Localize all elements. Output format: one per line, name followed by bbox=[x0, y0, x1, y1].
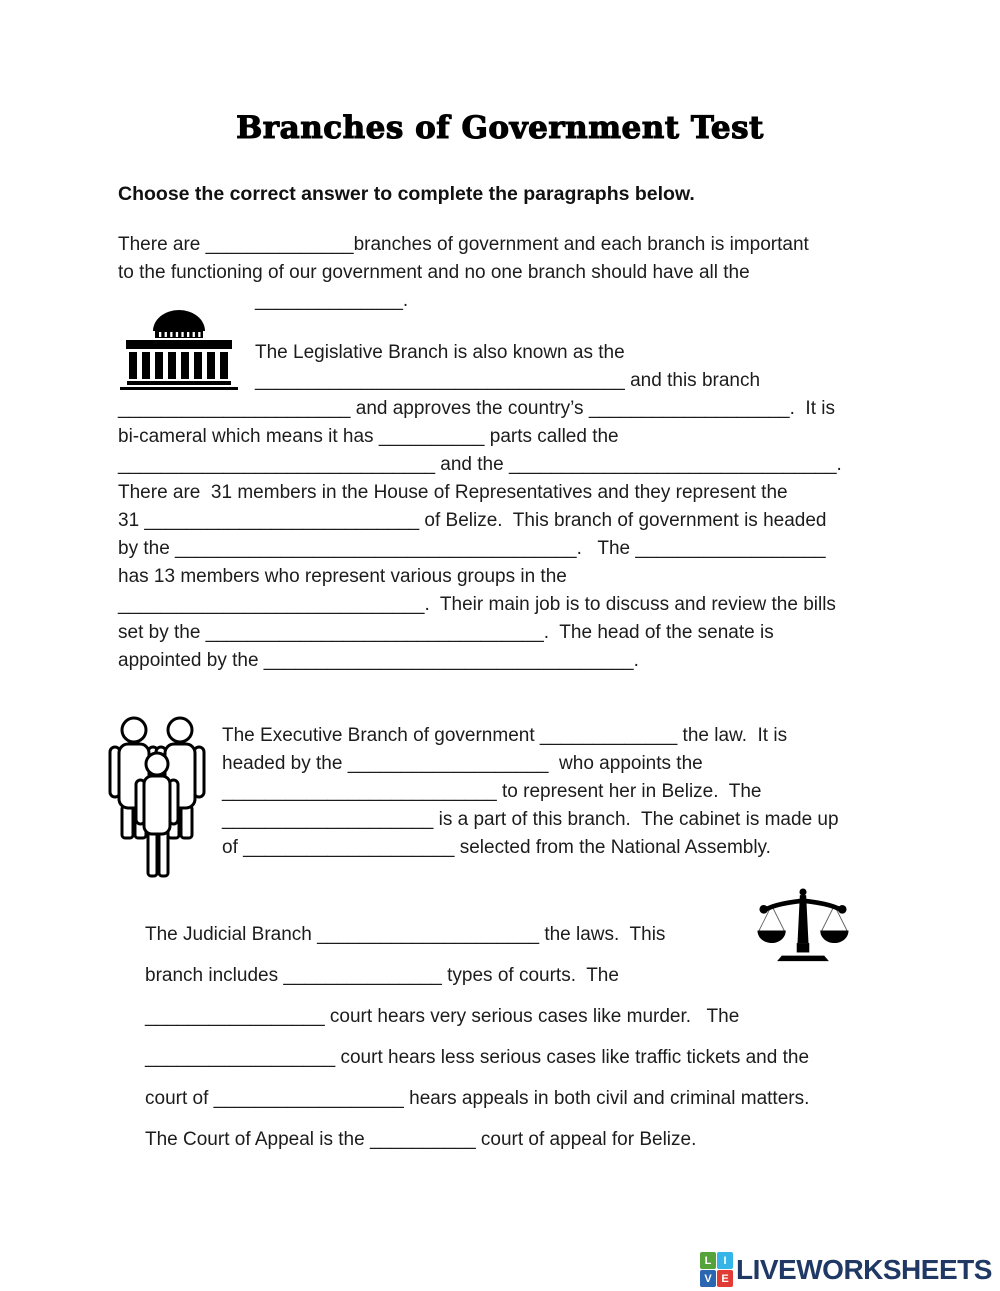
paragraph-line-blank[interactable]: __________________ court hears less serious cases like traffic tickets and the bbox=[145, 1047, 810, 1068]
paragraph-line-blank[interactable]: The Judicial Branch _____________________ the laws. This bbox=[145, 924, 666, 945]
paragraph-line: The Legislative Branch is also known as the bbox=[255, 342, 625, 363]
logo-square-v: V bbox=[700, 1270, 716, 1287]
judicial-paragraph bbox=[145, 914, 809, 1160]
logo-square-e: E bbox=[717, 1270, 733, 1287]
paragraph-line-blank[interactable]: ____________________ is a part of this branch. The cabinet is made up bbox=[222, 809, 839, 830]
paragraph-line-blank[interactable]: by the ______________________________________. The __________________ bbox=[118, 538, 826, 559]
paragraph-line-blank[interactable]: 31 __________________________ of Belize. This branch of government is headed bbox=[118, 510, 827, 531]
paragraph-line-blank[interactable]: set by the ________________________________. The head of the senate is bbox=[118, 622, 774, 643]
paragraph-line: has 13 members who represent various groups in the bbox=[118, 566, 567, 587]
paragraph-line-blank[interactable]: branch includes _______________ types of courts. The bbox=[145, 965, 619, 986]
paragraph-line-blank[interactable]: ___________________________________ and this branch bbox=[255, 370, 761, 391]
liveworksheets-logo bbox=[700, 1252, 992, 1287]
paragraph-line-blank[interactable]: of ____________________ selected from the National Assembly. bbox=[222, 837, 771, 858]
paragraph-line: to the functioning of our government and no one branch should have all the bbox=[118, 262, 750, 283]
paragraph-line-blank[interactable]: _________________ court hears very serious cases like murder. The bbox=[145, 1006, 740, 1027]
logo-square-i: I bbox=[717, 1252, 733, 1269]
intro-paragraph bbox=[118, 231, 809, 315]
paragraph-line-blank[interactable]: ______________________________ and the _______________________________. bbox=[118, 454, 842, 475]
instruction-text: Choose the correct answer to complete the paragraphs below. bbox=[118, 183, 695, 205]
executive-paragraph bbox=[222, 722, 839, 862]
logo-square-l: L bbox=[700, 1252, 716, 1269]
brand-name: LIVEWORKSHEETS bbox=[736, 1254, 992, 1285]
logo-squares-icon bbox=[700, 1252, 733, 1287]
paragraph-line-blank[interactable]: ______________________ and approves the country’s ___________________. It is bbox=[118, 398, 835, 419]
paragraph-line-blank[interactable]: appointed by the ___________________________________. bbox=[118, 650, 639, 671]
paragraph-line-blank[interactable]: The Executive Branch of government _____________ the law. It is bbox=[222, 725, 788, 746]
paragraph-line-blank[interactable]: bi-cameral which means it has __________ parts called the bbox=[118, 426, 619, 447]
paragraph-line: There are 31 members in the House of Representatives and they represent the bbox=[118, 482, 788, 503]
paragraph-line-blank[interactable]: headed by the ___________________ who appoints the bbox=[222, 753, 703, 774]
paragraph-line-blank[interactable]: The Court of Appeal is the __________ court of appeal for Belize. bbox=[145, 1129, 697, 1150]
paragraph-line-blank[interactable]: _____________________________. Their main job is to discuss and review the bills bbox=[118, 594, 836, 615]
paragraph-line: There are ______________branches of government and each branch is important bbox=[118, 234, 809, 255]
page-title: Branches of Government Test bbox=[236, 110, 764, 146]
paragraph-line-blank[interactable]: court of __________________ hears appeals in both civil and criminal matters. bbox=[145, 1088, 810, 1109]
paragraph-line-blank[interactable]: __________________________ to represent her in Belize. The bbox=[222, 781, 762, 802]
legislative-paragraph bbox=[118, 339, 842, 675]
people-group-icon bbox=[106, 716, 208, 892]
paragraph-line-blank[interactable]: ______________. bbox=[255, 290, 409, 311]
